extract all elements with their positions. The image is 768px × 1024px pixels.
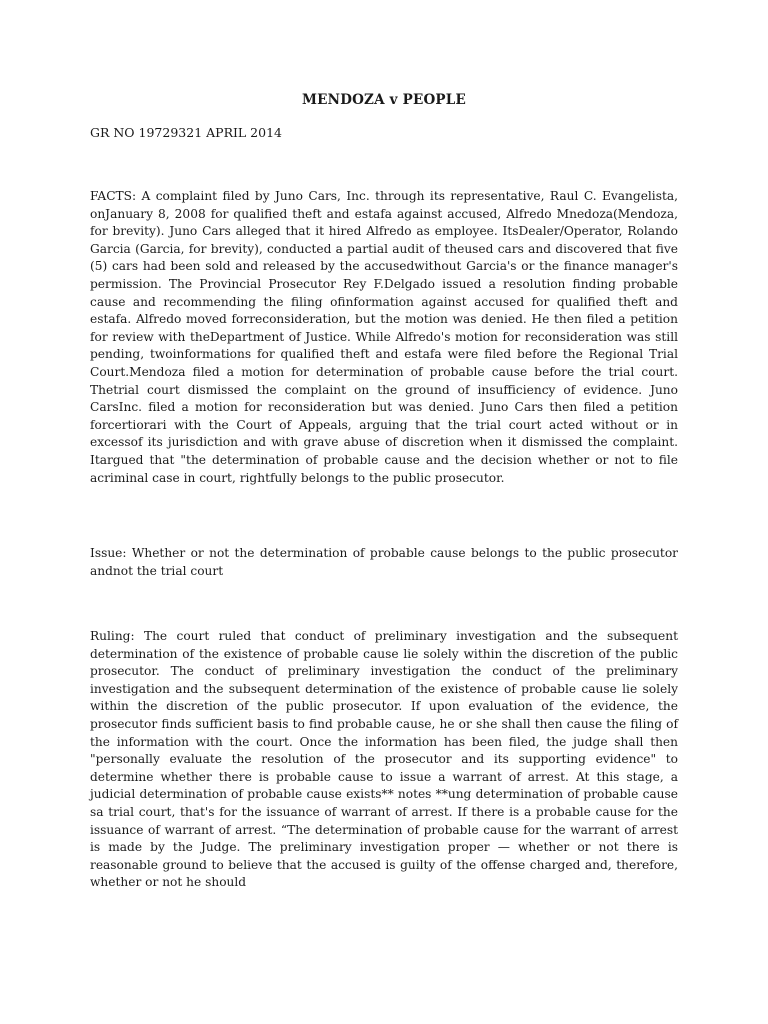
case-title: MENDOZA v PEOPLE: [302, 92, 466, 108]
ruling-paragraph: Ruling: The court ruled that conduct of preliminary investigation and the subsequent determination of the existence of probable cause lie solely within the discretion of the public prosecutor. The conduct of preliminary investigation the conduct of the preliminary investigation and the subsequent determination of the existence of probable cause lie solely within the discretion of the public prosecutor. If upon evaluation of the evidence, the prosecutor finds sufficient basis to find probable cause, he or she shall then cause the filing of the information with the court. Once the information has been filed, the judge shall then "personally evaluate the resolution of the prosecutor and its supporting evidence" to determine whether there is probable cause to issue a warrant of arrest. At this stage, a judicial determination of probable cause exists** notes **ung determination of probable cause sa trial court, that's for the issuance of warrant of arrest. If there is a probable cause for the issuance of warrant of arrest. “The determination of probable cause for the warrant of arrest is made by the Judge. The preliminary investigation proper — whether or not there is reasonable ground to believe that the accused is guilty of the offense charged and, therefore, whether or not he should: [90, 629, 678, 890]
gr-number-line: GR NO 19729321 APRIL 2014: [90, 125, 282, 140]
issue-paragraph: Issue: Whether or not the determination of probable cause belongs to the public prosecutor andnot the trial court: [90, 546, 678, 578]
facts-paragraph: FACTS: A complaint filed by Juno Cars, Inc. through its representative, Raul C. Evangelista, onJanuary 8, 2008 for qualified theft and estafa against accused, Alfredo Mnedoza(Mendoza, for brevity). Juno Cars alleged that it hired Alfredo as employee. ItsDealer/Operator, Rolando Garcia (Garcia, for brevity), conducted a partial audit of theused cars and discovered that five (5) cars had been sold and released by the accusedwithout Garcia's or the finance manager's permission. The Provincial Prosecutor Rey F.Delgado issued a resolution finding probable cause and recommending the filing ofinformation against accused for qualified theft and estafa. Alfredo moved forreconsideration, but the motion was denied. He then filed a petition for review with theDepartment of Justice. While Alfredo's motion for reconsideration was still pending, twoinformations for qualified theft and estafa were filed before the Regional Trial Court.Mendoza filed a motion for determination of probable cause before the trial court. Thetrial court dismissed the complaint on the ground of insufficiency of evidence. Juno CarsInc. filed a motion for reconsideration but was denied. Juno Cars then filed a petition forcertiorari with the Court of Appeals, arguing that the trial court acted without or in excessof its jurisdiction and with grave abuse of discretion when it dismissed the complaint. Itargued that "the determination of probable cause and the decision whether or not to file acriminal case in court, rightfully belongs to the public prosecutor.: [90, 189, 678, 485]
